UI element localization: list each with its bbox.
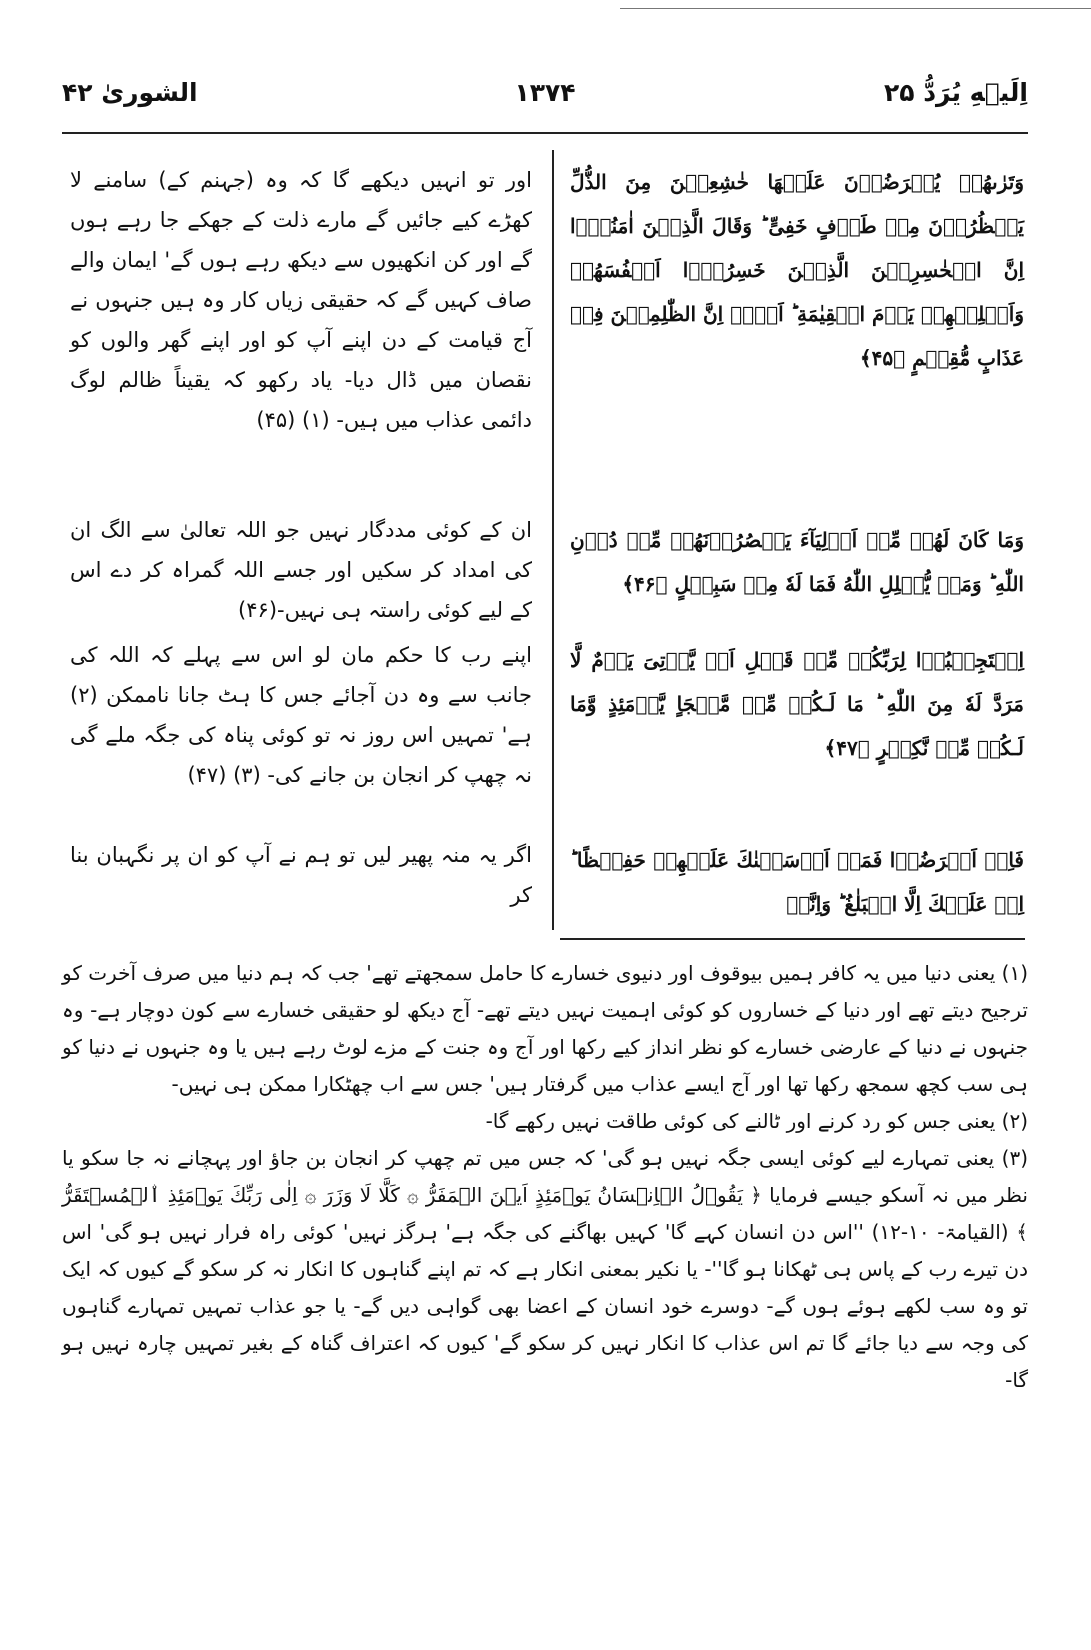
- arabic-verse-47: اِسۡتَجِيۡبُوۡا لِرَبِّكُمۡ مِّنۡ قَبۡلِ اَنۡ يَّاۡتِىَ يَوۡمٌ لَّا مَرَدَّ لَهٗ مِنَ اللّٰهِ‌ ؕ مَا لَـكُمۡ مِّنۡ مَّلۡجَاٍ يَّوۡمَئِذٍ وَّمَا لَـكُمۡ مِّنۡ نَّكِيۡرٍ ﴿۴۷﴾: [570, 648, 1024, 760]
- footnote-rule: [560, 938, 1025, 940]
- urdu-translation-45: اور تو انہیں دیکھے گا کہ وہ (جہنم کے) سامنے لا کھڑے کیے جائیں گے مارے ذلت کے جھکے جا رہے ہوں گے اور کن انکھیوں سے دیکھ رہے ہوں گے' ایمان والے صاف کہیں گے کہ حقیقی زیاں کار وہ ہیں جنہوں نے آج قیامت کے دن اپنے آپ کو اور اپنے گھر والوں کو نقصان میں ڈال دیا- یاد رکھو کہ یقیناً ظالم لوگ دائمی عذاب میں ہیں- (۱) (۴۵): [70, 168, 532, 432]
- urdu-translation-46: ان کے کوئی مددگار نہیں جو اللہ تعالیٰ سے الگ ان کی امداد کر سکیں اور جسے اللہ گمراہ کر دے اس کے لیے کوئی راستہ ہی نہیں-(۴۶): [70, 518, 532, 622]
- para-title: اِلَیۡهِ یُرَدُّ ۲۵: [883, 78, 1028, 107]
- urdu-translation-48: اگر یہ منہ پھیر لیں تو ہم نے آپ کو ان پر نگہبان بنا کر: [70, 843, 532, 907]
- page-number: ۱۳۷۴: [514, 78, 576, 107]
- footnote-1: (۱) یعنی دنیا میں یہ کافر ہمیں بیوقوف اور دنیوی خسارے کا حامل سمجھتے تھے' جب کہ ہم دنیا میں صرف آخرت کو ترجیح دیتے تھے اور دنیا کے خساروں کو کوئی اہمیت نہیں دیتے تھے- آج دیکھ لو حقیقی خسارے سے کون دوچار ہے- وہ جنہوں نے دنیا کے عارضی خسارے کو نظر انداز کیے رکھا اور آج وہ جنت کے مزے لوٹ رہے ہیں یا وہ جنہوں نے دنیا کو ہی سب کچھ سمجھ رکھا تھا اور آج ایسے عذاب میں گرفتار ہیں' جس سے اب چھٹکارا ممکن ہی نہیں-: [62, 961, 1028, 1096]
- top-edge-rule: [620, 8, 1091, 9]
- page-header: [62, 78, 1028, 128]
- footnote-3: (۳) یعنی تمہارے لیے کوئی ایسی جگہ نہیں ہو گی' کہ جس میں تم چھپ کر انجان بن جاؤ اور پہچانے نہ جا سکو یا نظر میں نہ آسکو جیسے فرمایا ﴿ يَقُوۡلُ الۡاِنۡسَانُ يَوۡمَئِذٍ اَيۡنَ الۡمَفَرُّ‌ ۞ كَلَّا لَا وَزَرَ ۞ اِلٰى رَبِّكَ يَوۡمَئِذِ اۨلۡمُسۡتَقَرُّ ﴾ (القیامۃ- ۱۰-۱۲) ''اس دن انسان کہے گا' کہیں بھاگنے کی جگہ ہے' ہرگز نہیں' کوئی راہ فرار نہیں ہو گی' اس دن تیرے رب کے پاس ہی ٹھکانا ہو گا''- یا نکیر بمعنی انکار ہے کہ تم اپنے گناہوں کا انکار نہ کر سکو گے کیوں کہ ایک تو وہ سب لکھے ہوئے ہوں گے- دوسرے خود انسان کے اعضا بھی گواہی دیں گے- یا جو عذاب تمہیں تمہارے گناہوں کی وجہ سے دیا جائے گا تم اس عذاب کا انکار نہیں کر سکو گے' کیوں کہ اعتراف گناہ کے بغیر تمہیں چارہ نہیں ہو گا-: [62, 1146, 1028, 1392]
- arabic-verse-46: وَمَا كَانَ لَهُمۡ مِّنۡ اَوۡلِيَآءَ يَنۡصُرُوۡنَهُمۡ مِّنۡ دُوۡنِ اللّٰهِ‌ ؕ وَمَنۡ يُّضۡلِلِ اللّٰهُ فَمَا لَهٗ مِنۡ سَبِيۡلٍ ﴿۴۶﴾: [570, 528, 1024, 596]
- urdu-translation-47: اپنے رب کا حکم مان لو اس سے پہلے کہ اللہ کی جانب سے وہ دن آجائے جس کا ہٹ جانا ناممکن (۲) ہے' تمہیں اس روز نہ تو کوئی پناہ کی جگہ ملے گی نہ چھپ کر انجان بن جانے کی- (۳) (۴۷): [70, 643, 532, 787]
- column-divider: [552, 150, 554, 930]
- footnotes: [62, 955, 1028, 1399]
- footnote-2: (۲) یعنی جس کو رد کرنے اور ٹالنے کی کوئی طاقت نہیں رکھے گا-: [485, 1109, 1028, 1133]
- header-rule: [62, 132, 1028, 134]
- surah-title: الشوریٰ ۴۲: [62, 78, 198, 107]
- arabic-verse-48: فَاِنۡ اَعۡرَضُوۡا فَمَاۤ اَرۡسَلۡنٰكَ عَلَيۡهِمۡ حَفِيۡظًا‌ ؕ اِنۡ عَلَيۡكَ اِلَّا الۡبَلٰغُ‌ ؕ وَاِنَّاۤ: [570, 848, 1024, 916]
- arabic-verse-45: وَتَرٰىهُمۡ يُعۡرَضُوۡنَ عَلَيۡهَا خٰشِعِيۡنَ مِنَ الذُّلِّ يَنۡظُرُوۡنَ مِنۡ طَرۡفٍ خَفِىٍّ‌ ؕ وَقَالَ الَّذِيۡنَ اٰمَنُوۡۤا اِنَّ الۡخٰسِرِيۡنَ الَّذِيۡنَ خَسِرُوۡۤا اَنۡفُسَهُمۡ وَاَهۡلِيۡهِمۡ يَوۡمَ الۡقِيٰمَةِ‌ ؕ اَلَاۤ اِنَّ الظّٰلِمِيۡنَ فِىۡ عَذَابٍ مُّقِيۡمٍ ﴿۴۵﴾: [570, 170, 1024, 370]
